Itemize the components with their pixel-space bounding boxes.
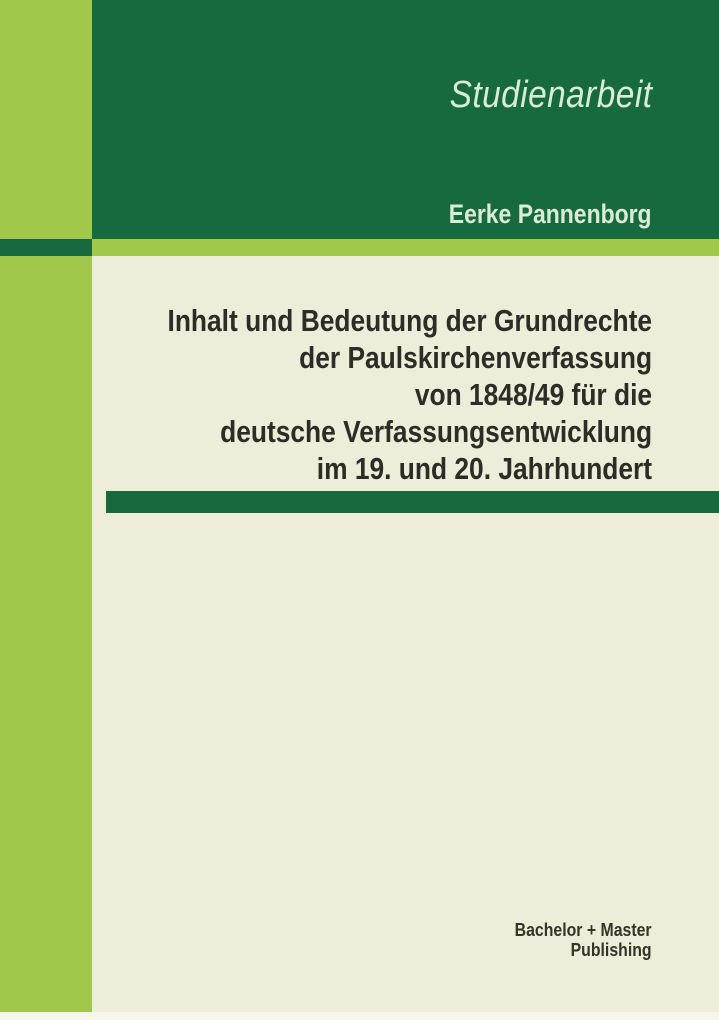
left-stripe-dark-block <box>0 239 92 256</box>
left-stripe <box>0 0 92 1012</box>
header-accent-band <box>92 239 719 256</box>
series-label: Studienarbeit <box>449 74 652 116</box>
publisher-name <box>515 920 652 960</box>
title-line: deutsche Verfassungsentwicklung <box>220 414 652 449</box>
publisher-line: Publishing <box>571 940 652 960</box>
book-title <box>167 302 652 487</box>
title-line: Inhalt und Bedeutung der Grundrechte <box>167 303 652 338</box>
bottom-edge-strip <box>0 1012 719 1020</box>
author-name: Eerke Pannenborg <box>449 199 652 229</box>
title-line: von 1848/49 für die <box>414 377 652 412</box>
title-accent-bar <box>106 491 719 513</box>
title-line: der Paulskirchenverfassung <box>299 340 652 375</box>
title-line: im 19. und 20. Jahrhundert <box>316 451 652 486</box>
publisher-line: Bachelor + Master <box>515 920 652 940</box>
